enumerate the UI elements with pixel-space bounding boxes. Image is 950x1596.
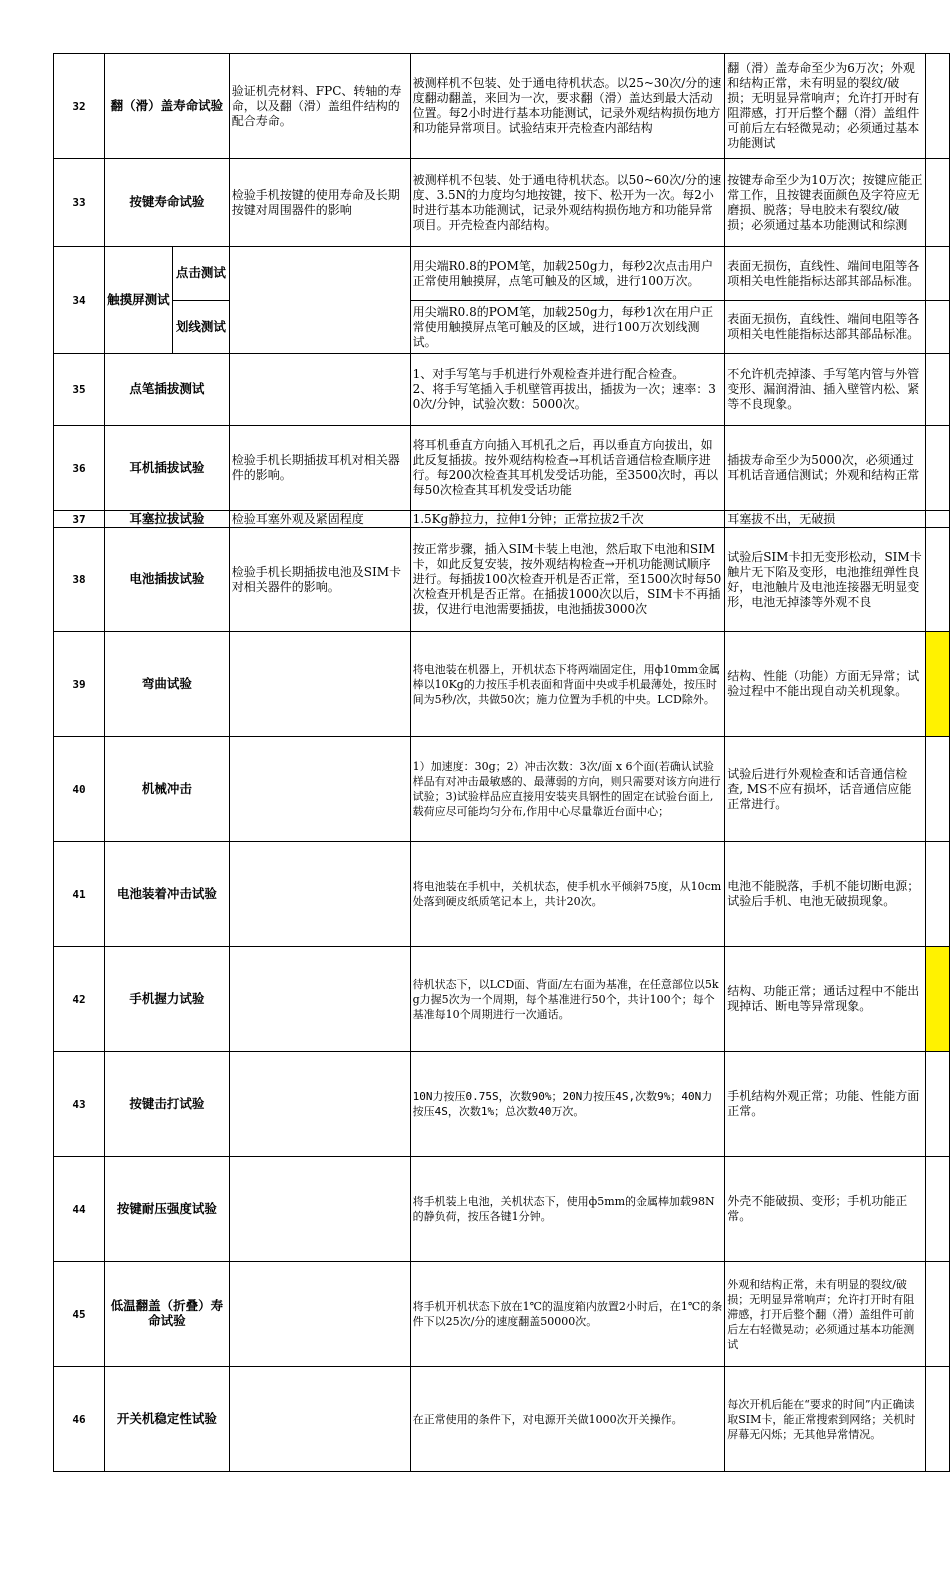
test-criteria: 外观和结构正常，未有明显的裂纹/破损；无明显异常响声；允许打开时有阻滞感，打开后整个翻（滑）盖组件可前后左右轻微晃动；必须通过基本功能测试: [725, 1262, 926, 1367]
table-row: [54, 54, 950, 159]
table-row: [54, 1367, 950, 1472]
test-method: 将电池装在机器上，开机状态下将两端固定住，用ф10mm金属棒以10Kg的力按压手机表面和背面中央或手机最薄处，按压时间为5秒/次，共做50次；施力位置为手机的中央。LCD除外。: [410, 632, 725, 737]
table-row: [54, 737, 950, 842]
edge-cell: [925, 301, 949, 354]
test-criteria: 结构、功能正常；通话过程中不能出现掉话、断电等异常现象。: [725, 947, 926, 1052]
test-criteria: 电池不能脱落，手机不能切断电源；试验后手机、电池无破损现象。: [725, 842, 926, 947]
test-method: 将手机装上电池，关机状态下，使用ф5mm的金属棒加载98N的静负荷，按压各键1分钟。: [410, 1157, 725, 1262]
edge-cell: [925, 159, 949, 247]
edge-cell: [925, 1262, 949, 1367]
test-name: 耳塞拉拔试验: [104, 511, 229, 528]
highlight-cell: [925, 947, 949, 1052]
test-method: 10N力按压0.75S，次数90%；20N力按压4S,次数9%；40N力按压4S，次数1%；总次数40万次。: [410, 1052, 725, 1157]
table-row: [54, 1262, 950, 1367]
row-number: 35: [54, 354, 105, 426]
test-name: 翻（滑）盖寿命试验: [104, 54, 229, 159]
table-row: [54, 1052, 950, 1157]
test-method: 被测样机不包装、处于通电待机状态。以50~60次/分的速度、3.5N的力度均匀地按键，按下、松开为一次。每2小时进行基本功能测试，记录外观结构损伤地方和功能异常项目。开壳检查内部结构。: [410, 159, 725, 247]
sub-test-name: 点击测试: [172, 247, 229, 301]
test-name: 弯曲试验: [104, 632, 229, 737]
table-row: [54, 528, 950, 632]
test-name: 点笔插拔测试: [104, 354, 229, 426]
test-criteria: 按键寿命至少为10万次；按键应能正常工作，且按键表面颜色及字符应无磨损、脱落；导电胶未有裂纹/破损；必须通过基本功能测试和综测: [725, 159, 926, 247]
table-row: [54, 511, 950, 528]
test-method: 将耳机垂直方向插入耳机孔之后，再以垂直方向拔出，如此反复插拔。按外观结构检查→耳机话音通信检查顺序进行。每200次检查其耳机发受话功能，至3500次时，再以每50次检查其耳机发受话功能: [410, 426, 725, 511]
edge-cell: [925, 1367, 949, 1472]
row-number: 38: [54, 528, 105, 632]
test-criteria: 结构、性能（功能）方面无异常；试验过程中不能出现自动关机现象。: [725, 632, 926, 737]
row-number: 44: [54, 1157, 105, 1262]
test-criteria: 表面无损伤，直线性、端间电阻等各项相关电性能指标达部其部品标准。: [725, 247, 926, 301]
table-row: [54, 842, 950, 947]
test-name: 机械冲击: [104, 737, 229, 842]
test-purpose: [229, 1052, 410, 1157]
test-method: 在正常使用的条件下，对电源开关做1000次开关操作。: [410, 1367, 725, 1472]
test-criteria: 翻（滑）盖寿命至少为6万次；外观和结构正常，未有明显的裂纹/破损；无明显异常响声；允许打开时有阻滞感，打开后整个翻（滑）盖组件可前后左右轻微晃动；必须通过基本功能测试: [725, 54, 926, 159]
test-purpose: [229, 1157, 410, 1262]
row-number: 34: [54, 247, 105, 354]
test-method: 按正常步骤，插入SIM卡装上电池，然后取下电池和SIM卡，如此反复安装，按外观结构检查→开机功能测试顺序进行。每插拔100次检查开机是否正常，至1500次时每50次检查开机是否正常。在插拔1000次以后，SIM卡不再插拔，仅进行电池需要插拔，电池插拔3000次: [410, 528, 725, 632]
test-purpose: [229, 1367, 410, 1472]
test-method: 将手机开机状态下放在1℃的温度箱内放置2小时后，在1℃的条件下以25次/分的速度翻盖50000次。: [410, 1262, 725, 1367]
test-method: 用尖端R0.8的POM笔，加载250g力，每秒2次点击用户正常使用触摸屏，点笔可触及的区域，进行100万次。: [410, 247, 725, 301]
test-criteria: 不允许机壳掉漆、手写笔内管与外管变形、漏润滑油、插入壁管内松、紧等不良现象。: [725, 354, 926, 426]
table-row: [54, 632, 950, 737]
test-name: 开关机稳定性试验: [104, 1367, 229, 1472]
reliability-test-table: [53, 53, 950, 1472]
test-method: 将电池装在手机中，关机状态，使手机水平倾斜75度，从10cm处落到硬皮纸质笔记本上，共计20次。: [410, 842, 725, 947]
row-number: 42: [54, 947, 105, 1052]
highlight-cell: [925, 632, 949, 737]
row-number: 45: [54, 1262, 105, 1367]
row-number: 41: [54, 842, 105, 947]
row-number: 37: [54, 511, 105, 528]
row-number: 39: [54, 632, 105, 737]
test-criteria: 试验后进行外观检查和话音通信检查, MS不应有损坏，话音通信应能正常进行。: [725, 737, 926, 842]
test-purpose: [229, 632, 410, 737]
table-row: [54, 1157, 950, 1262]
test-purpose: 检验耳塞外观及紧固程度: [229, 511, 410, 528]
test-name: 手机握力试验: [104, 947, 229, 1052]
row-number: 46: [54, 1367, 105, 1472]
row-number: 32: [54, 54, 105, 159]
edge-cell: [925, 1157, 949, 1262]
test-purpose: [229, 354, 410, 426]
table-row: [54, 354, 950, 426]
table-row: [54, 159, 950, 247]
test-name: 电池装着冲击试验: [104, 842, 229, 947]
test-purpose: 检验手机长期插拔电池及SIM卡对相关器件的影响。: [229, 528, 410, 632]
edge-cell: [925, 737, 949, 842]
test-purpose: [229, 947, 410, 1052]
edge-cell: [925, 842, 949, 947]
table-row: [54, 301, 950, 354]
test-purpose: 检验手机按键的使用寿命及长期按键对周围器件的影响: [229, 159, 410, 247]
test-criteria: 每次开机后能在“要求的时间”内正确读取SIM卡，能正常搜索到网络；关机时屏幕无闪烁；无其他异常情况。: [725, 1367, 926, 1472]
test-criteria: 试验后SIM卡扣无变形松动，SIM卡触片无下陷及变形，电池推纽弹性良好，电池触片及电池连接器无明显变形，电池无掉漆等外观不良: [725, 528, 926, 632]
row-number: 43: [54, 1052, 105, 1157]
test-name: 低温翻盖（折叠）寿命试验: [104, 1262, 229, 1367]
test-purpose: [229, 247, 410, 354]
table-row: [54, 947, 950, 1052]
edge-cell: [925, 1052, 949, 1157]
test-name: 耳机插拔试验: [104, 426, 229, 511]
sub-test-name: 划线测试: [172, 301, 229, 354]
edge-cell: [925, 426, 949, 511]
test-name: 按键耐压强度试验: [104, 1157, 229, 1262]
edge-cell: [925, 354, 949, 426]
test-name: 触摸屏测试: [104, 247, 172, 354]
table-row: [54, 426, 950, 511]
row-number: 36: [54, 426, 105, 511]
test-method: 用尖端R0.8的POM笔，加载250g力，每秒1次在用户正常使用触摸屏点笔可触及的区域，进行100万次划线测试。: [410, 301, 725, 354]
test-purpose: [229, 737, 410, 842]
test-criteria: 手机结构外观正常；功能、性能方面正常。: [725, 1052, 926, 1157]
edge-cell: [925, 247, 949, 301]
test-purpose: 验证机壳材料、FPC、转轴的寿命，以及翻（滑）盖组件结构的配合寿命。: [229, 54, 410, 159]
test-purpose: [229, 1262, 410, 1367]
test-criteria: 外壳不能破损、变形；手机功能正常。: [725, 1157, 926, 1262]
edge-cell: [925, 528, 949, 632]
test-name: 电池插拔试验: [104, 528, 229, 632]
test-purpose: 检验手机长期插拔耳机对相关器件的影响。: [229, 426, 410, 511]
test-name: 按键寿命试验: [104, 159, 229, 247]
test-method: 1.5Kg静拉力，拉伸1分钟；正常拉拔2千次: [410, 511, 725, 528]
row-number: 33: [54, 159, 105, 247]
table-row: [54, 247, 950, 301]
edge-cell: [925, 511, 949, 528]
test-name: 按键击打试验: [104, 1052, 229, 1157]
test-method: 被测样机不包装、处于通电待机状态。以25~30次/分的速度翻动翻盖，来回为一次，要求翻（滑）盖达到最大活动位置。每2小时进行基本功能测试，记录外观结构损伤地方和功能异常项目。试验结束开壳检查内部结构: [410, 54, 725, 159]
test-criteria: 耳塞拔不出，无破损: [725, 511, 926, 528]
row-number: 40: [54, 737, 105, 842]
edge-cell: [925, 54, 949, 159]
test-method: 待机状态下，以LCD面、背面/左右面为基准，在任意部位以5kg力握5次为一个周期，每个基准进行50个，共计100个；每个基准每10个周期进行一次通话。: [410, 947, 725, 1052]
test-criteria: 表面无损伤，直线性、端间电阻等各项相关电性能指标达部其部品标准。: [725, 301, 926, 354]
test-method: 1、对手写笔与手机进行外观检查并进行配合检查。 2、将手写笔插入手机壁管再拔出，插拔为一次；速率：30次/分钟，试验次数：5000次。: [410, 354, 725, 426]
test-purpose: [229, 842, 410, 947]
test-criteria: 插拔寿命至少为5000次，必须通过耳机话音通信测试；外观和结构正常: [725, 426, 926, 511]
test-method: 1）加速度：30g；2）冲击次数：3次/面 x 6个面(若确认试验样品有对冲击最敏感的、最薄弱的方向，则只需要对该方向进行试验；3)试验样品应直接用安装夹具钢性的固定在试验台面上,载荷应尽可能均匀分布,作用中心尽量靠近台面中心；: [410, 737, 725, 842]
